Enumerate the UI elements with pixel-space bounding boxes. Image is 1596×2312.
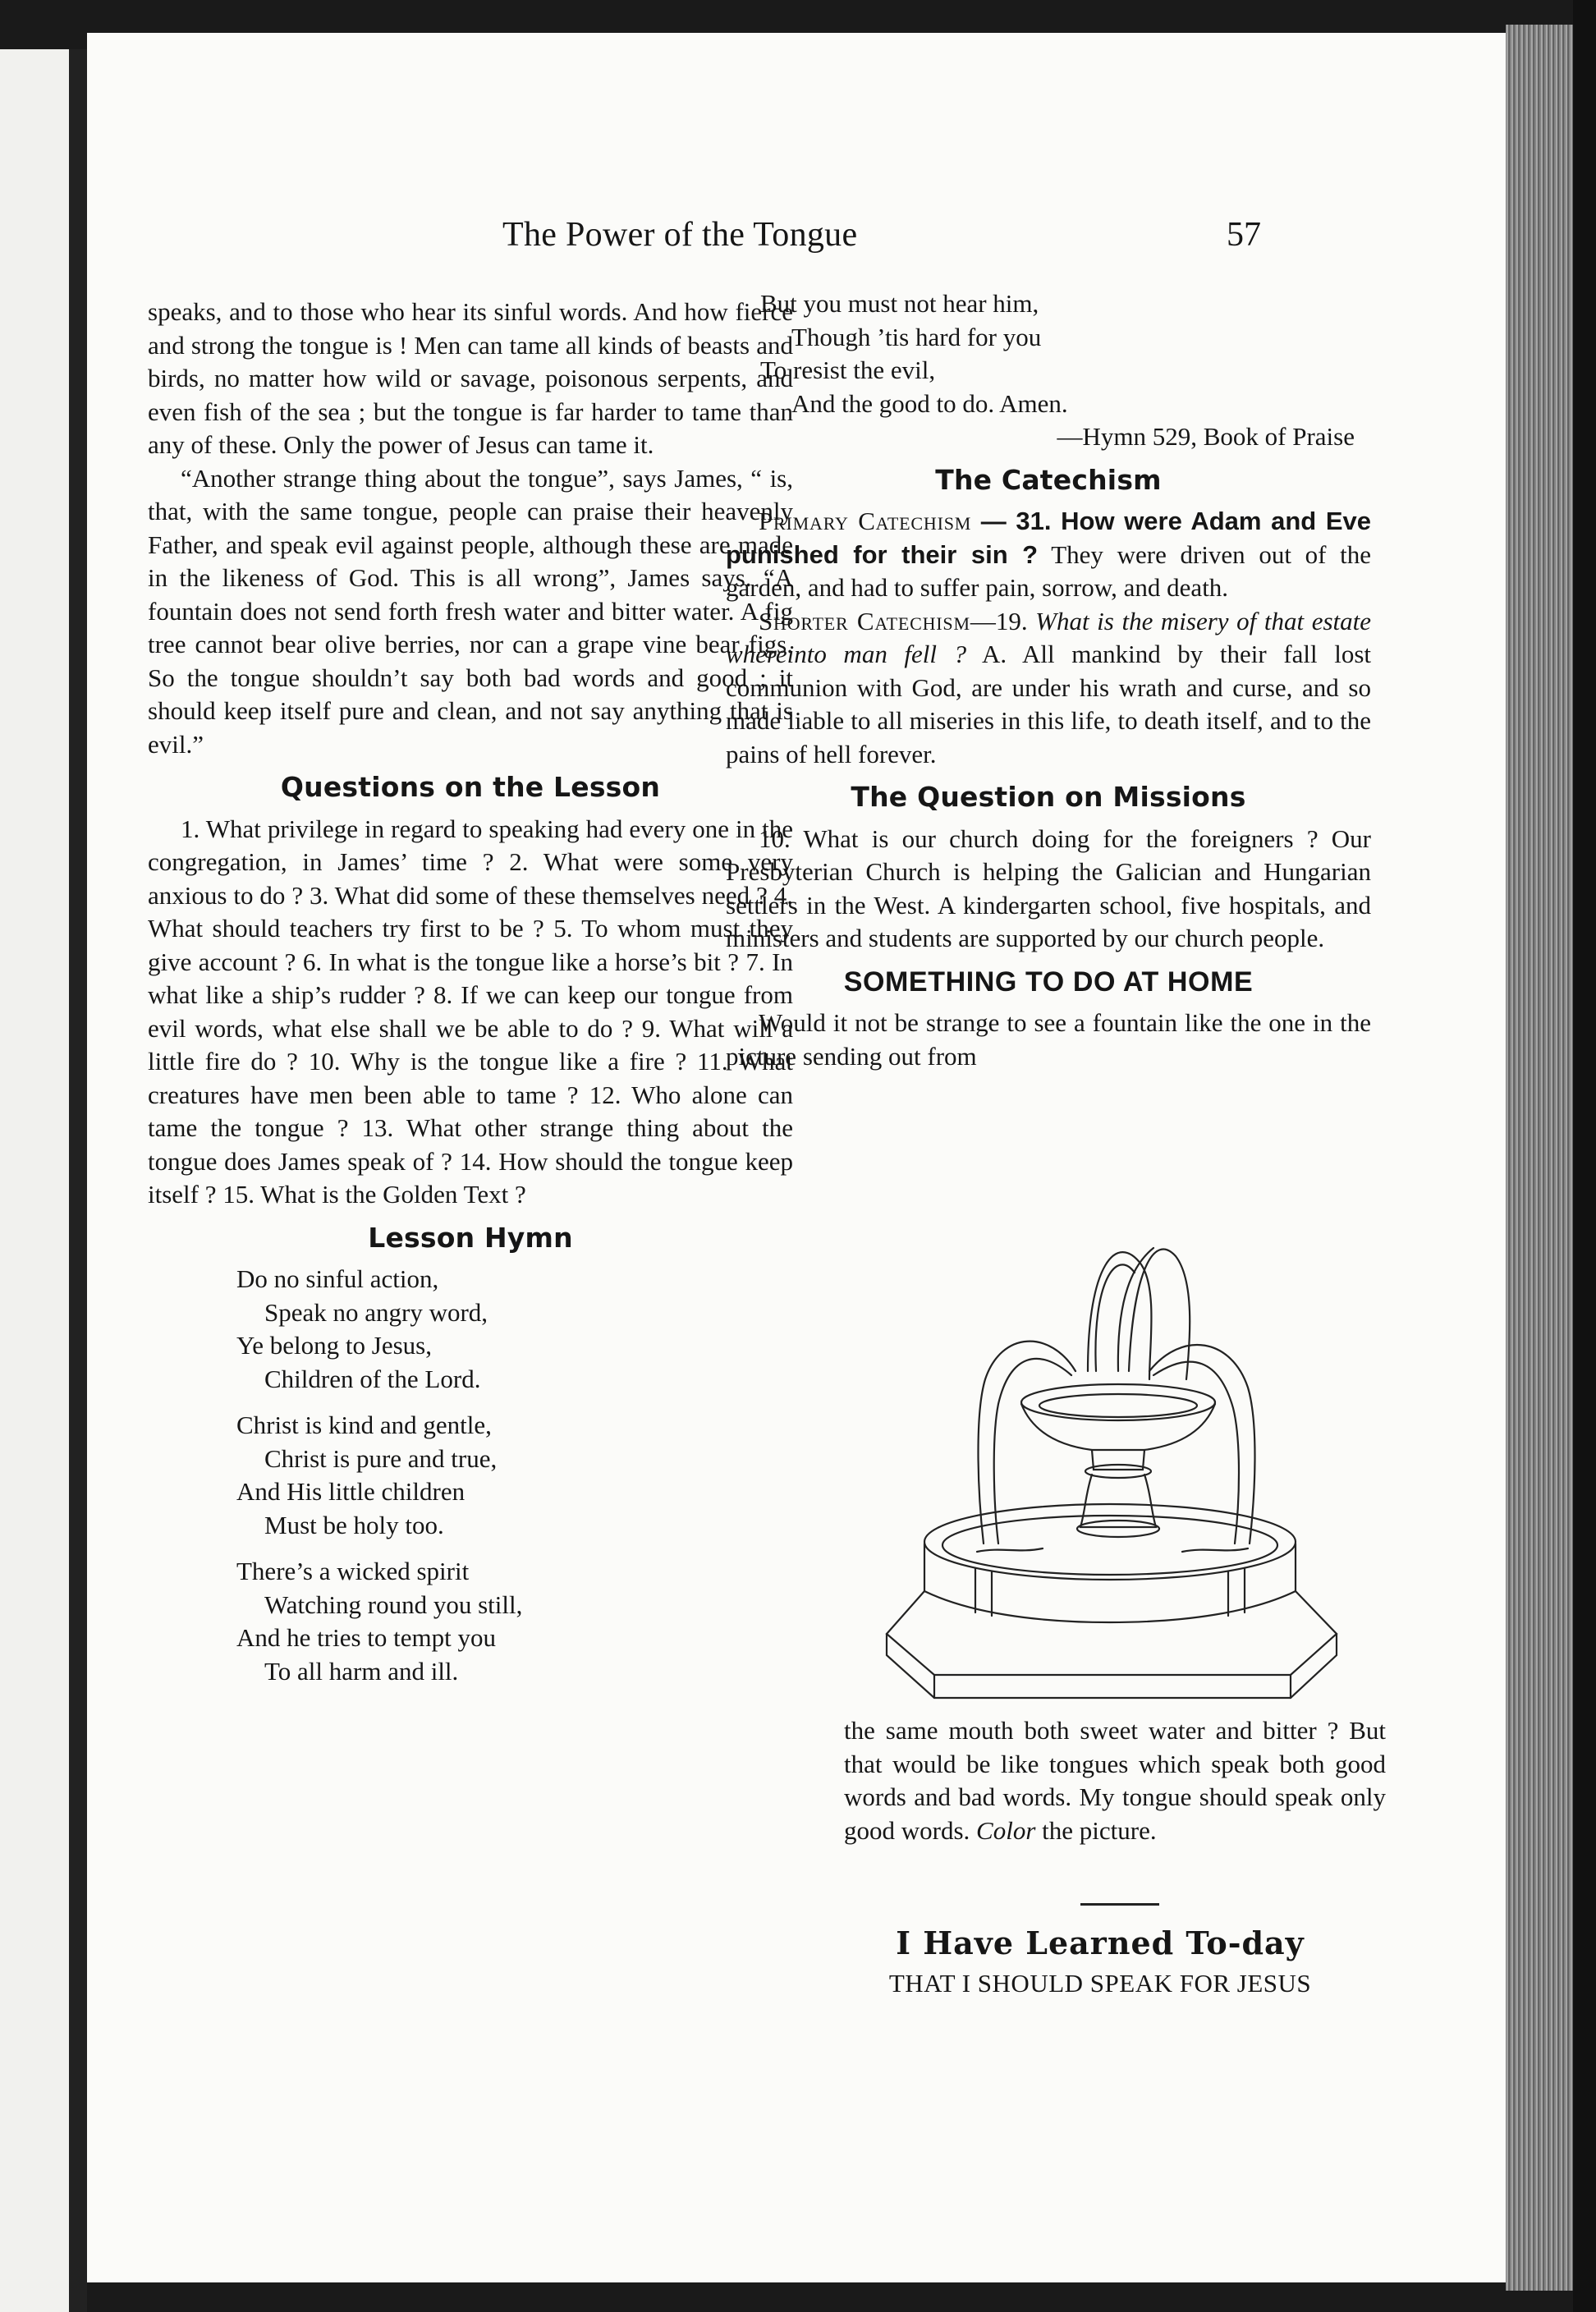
primary-catechism-question: 31. How were Adam and Eve punished for their sin ? [726,507,1371,569]
home-activity-heading: SOMETHING TO DO AT HOME [843,966,1254,998]
upper-basin-rim [1021,1384,1215,1420]
octagonal-base-side [887,1634,1337,1698]
primary-catechism-separator: — [971,507,1016,535]
right-column [726,287,1371,1073]
color-word: Color [976,1815,1036,1845]
stem-base [1077,1521,1159,1537]
shorter-catechism-number: —19. [970,606,1036,635]
hymn-line: And the good to do. Amen. [791,388,1068,418]
water-jet-line [1118,1248,1153,1371]
left-column [148,296,793,1701]
hymn-line: Speak no angry word, [264,1297,488,1327]
lower-basin-water [942,1516,1277,1575]
upper-basin-inner [1039,1394,1197,1417]
home-activity-continued [844,1714,1386,1847]
hymn-line: Christ is pure and true, [264,1443,498,1473]
hymn-stanza [148,1555,793,1688]
running-title: The Power of the Tongue [502,216,858,254]
shorter-catechism-question: What is the misery of that estate whereinto man fell ? [726,606,1371,668]
page-number: 57 [1227,216,1261,254]
home-activity-text-2a: the same mouth both sweet water and bitter ? But that would be like tongues which speak both good words and bad words. My tongue should speak only good words. [844,1716,1386,1845]
water-jet-line [1095,1264,1135,1371]
lesson-paragraph-2: “Another strange thing about the tongue”, says James, “ is, that, with the same tongue, people can praise their heavenly Father, and speak evil against people, although these are made in the likeness of God. This is all wrong”, James says. “A fountain does not send forth fresh water and bitter water. A fig tree cannot bear olive berries, nor can a grape vine bear figs. So the tongue shouldn’t say both bad words and good ; it should keep itself pure and clean, and not say anything that is evil.” [148,463,793,759]
shorter-catechism-answer: A. All mankind by their fall lost communion with God, are under his wrath and curse, and so made liable to all miseries in this life, to death itself, and to the pains of hell forever. [726,640,1371,768]
catechism-heading: The Catechism [935,463,1162,496]
primary-catechism [726,505,1371,605]
divider-rule [1080,1903,1159,1906]
hymn-continuation [726,287,1371,454]
stem-collar [1085,1465,1151,1478]
hymn-source: —Hymn 529, Book of Praise [1057,422,1355,451]
lesson-paragraph-1: speaks, and to those who hear its sinful words. And how fierce and strong the tongue is ! Men can tame all kinds of beasts and birds, no matter how wild or savage, poisonous serpents, and even fish of the sea ; but the tongue is far harder to tame than any of these. Only the power of Jesus can tame it. [148,297,793,459]
shorter-catechism-label: Shorter Catechism [759,606,970,635]
lower-basin-wall [924,1544,1296,1622]
hymn-line: But you must not hear him, [760,289,1039,318]
learned-today-heading: I Have Learned To-day [896,1924,1305,1961]
hymn-line: Children of the Lord. [264,1364,481,1393]
learned-today-text: THAT I SHOULD SPEAK FOR JESUS [888,1969,1312,1998]
hymn-stanza [148,1263,793,1396]
hymn-line: And he tries to tempt you [236,1623,496,1652]
primary-catechism-answer: They were driven out of the garden, and had to suffer pain, sorrow, and death. [726,539,1371,602]
hymn-line: Though ’tis hard for you [791,322,1042,351]
home-activity-text-1: Would it not be strange to see a fountain like the one in the picture sending out from [726,1008,1371,1071]
hymn-heading: Lesson Hymn [368,1221,573,1254]
hymn-line: Must be holy too. [264,1510,444,1539]
missions-text: 10. What is our church doing for the foreigners ? Our Presbyterian Church is helping the Galician and Hungarian settlers in the West. A kindergarten school, five hospitals, and ministers and students are supported by our church people. [726,823,1371,952]
hymn-line: To all harm and ill. [264,1656,459,1686]
hymn-line: And His little children [236,1477,466,1506]
water-jet-line [1149,1345,1255,1544]
shorter-catechism [726,605,1371,772]
scan-shadow-right [1573,0,1596,2312]
fountain-illustration [870,1215,1346,1724]
home-activity-text-2 [844,1714,1386,1847]
questions-heading: Questions on the Lesson [280,771,661,803]
primary-catechism-label: Primary Catechism [759,507,972,535]
water-jet-line [994,1359,1071,1544]
questions-text: 1. What privilege in regard to speaking had every one in the congregation, in James’ time ? 2. What were some very anxious to do ? 3. What did some of these themselves need ? 4. What should teachers try first to be ? 5. To whom must they give account ? 6. In what is the tongue like a horse’s bit ? 7. In what like a ship’s rudder ? 8. If we can keep our tongue from evil words, what else shall we be able to do ? 9. What will a little fire do ? 10. Why is the tongue like a fire ? 11. What creatures have men been able to tame ? 12. Who alone can tame the tongue ? 13. What other strange thing about the tongue does James speak of ? 14. How should the tongue keep itself ? 15. What is the Golden Text ? [148,814,793,1209]
missions-heading: The Question on Missions [851,781,1246,813]
hymn-line: Do no sinful action, [236,1264,439,1293]
hymn-line: There’s a wicked spirit [236,1557,470,1585]
hymn-line: Ye belong to Jesus, [236,1331,432,1360]
water-ripple [1182,1548,1248,1552]
fountain-stem [1080,1475,1156,1527]
hymn-line: Watching round you still, [264,1590,523,1619]
hymn-line: To resist the evil, [760,356,936,384]
hymn-line: Christ is kind and gentle, [236,1411,492,1439]
scan-shadow-left [69,49,87,2312]
lesson-hymn [148,1263,793,1688]
page-stack-edges [1506,25,1573,2291]
scan-margin-left [0,49,74,2312]
water-jet-line [1153,1362,1239,1544]
hymn-stanza [148,1409,793,1542]
water-ripple [977,1548,1043,1552]
home-activity-text-2c: the picture. [1035,1815,1157,1845]
